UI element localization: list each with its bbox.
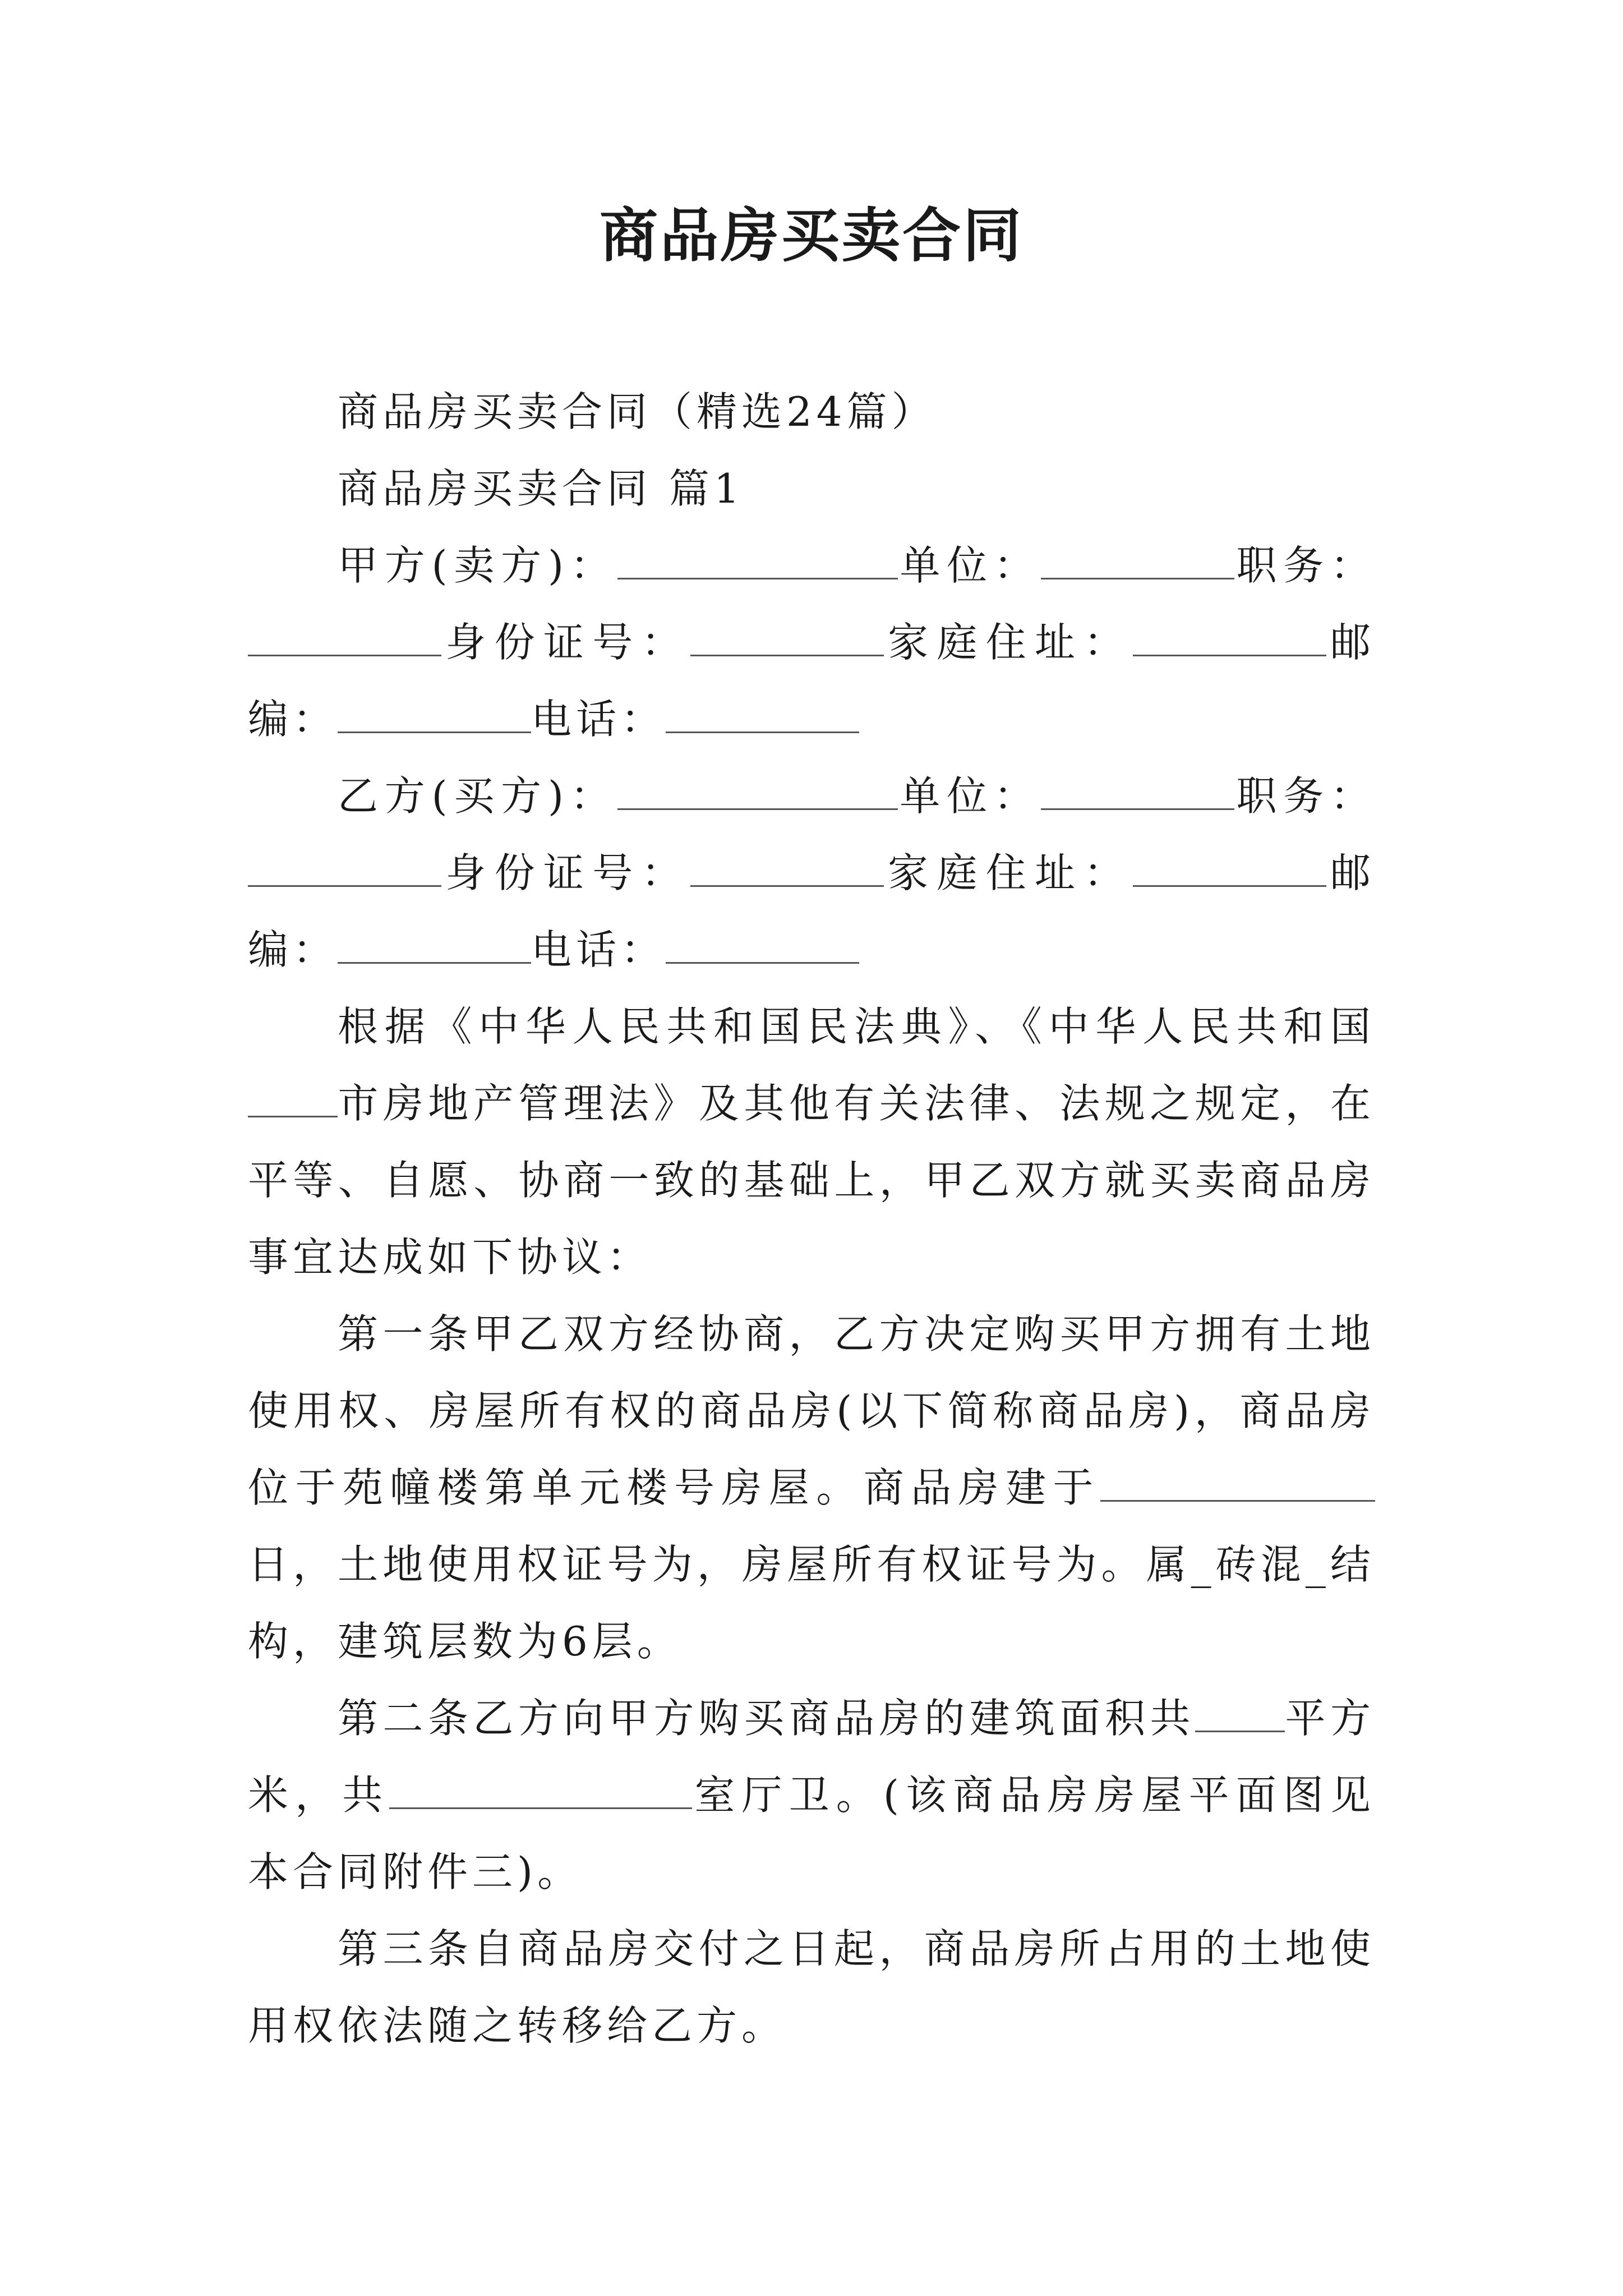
party-a-name-blank (617, 543, 898, 579)
party-b-phone-label: 电话： (531, 926, 666, 973)
article-2-text-3: 室厅卫。(该商品房房屋平面图见本合同附件三)。 (248, 1772, 1375, 1895)
party-b-id-label: 身份证号： (441, 849, 690, 896)
party-a-phone-blank (666, 697, 859, 733)
party-a-address-label: 家庭住址： (883, 619, 1133, 666)
party-b-position-blank (248, 850, 441, 887)
intro-text-2: 市房地产管理法》及其他有关法律、法规之规定，在平等、自愿、协商一致的基础上，甲乙双方就买卖商品房事宜达成如下协议： (248, 1080, 1375, 1281)
party-b-position-label: 职务： (1234, 772, 1375, 820)
party-b-address-label: 家庭住址： (883, 849, 1133, 896)
party-a-position-label: 职务： (1234, 542, 1375, 589)
party-a-id-blank (690, 620, 884, 656)
article-2-text-1: 第二条乙方向甲方购买商品房的建筑面积共 (338, 1695, 1196, 1742)
party-b-unit-label: 单位： (897, 772, 1041, 820)
article-3: 第三条自商品房交付之日起，商品房所占用的土地使用权依法随之转移给乙方。 (248, 1925, 1375, 2049)
party-a-unit-blank (1041, 543, 1234, 579)
party-a-phone-label: 电话： (531, 696, 666, 743)
party-b-block (248, 758, 1375, 988)
intro-text-1: 根据《中华人民共和国民法典》、《中华人民共和国 (338, 1003, 1375, 1050)
party-a-address-blank (1133, 620, 1326, 656)
party-a-unit-label: 单位： (897, 542, 1041, 589)
party-b-phone-blank (666, 927, 859, 964)
rooms-blank (389, 1773, 692, 1809)
article-2-text-2: 平方米，共 (248, 1695, 1375, 1819)
intro-paragraph (248, 988, 1375, 1296)
party-a-id-label: 身份证号： (441, 619, 690, 666)
document-title: 商品房买卖合同 (599, 201, 1023, 270)
area-blank (1195, 1696, 1285, 1732)
party-a-label: 甲方(卖方)： (338, 542, 617, 589)
article-2 (248, 1680, 1375, 1911)
party-b-label: 乙方(买方)： (338, 772, 617, 820)
subtitle: 商品房买卖合同（精选24篇） (338, 388, 937, 435)
city-blank (248, 1081, 338, 1117)
article-1 (248, 1296, 1375, 1680)
party-b-id-blank (690, 850, 884, 887)
party-a-block (248, 527, 1375, 758)
article-1-text-2: 日，土地使用权证号为，房屋所有权证号为。属_砖混_结构，建筑层数为6层。 (248, 1541, 1375, 1665)
document-body (248, 374, 1375, 2064)
party-a-position-blank (248, 620, 441, 656)
party-a-zip-blank (338, 697, 531, 733)
built-date-blank (1100, 1465, 1375, 1502)
section-heading: 商品房买卖合同 篇1 (338, 465, 744, 512)
party-b-name-blank (617, 774, 898, 810)
party-b-address-blank (1133, 850, 1326, 887)
party-b-unit-blank (1041, 774, 1234, 810)
party-b-zip-blank (338, 927, 531, 964)
party-b-zip-label: 邮编： (248, 849, 1375, 973)
article-1-text-1: 第一条甲乙双方经协商，乙方决定购买甲方拥有土地使用权、房屋所有权的商品房(以下简称商品房)，商品房位于苑幢楼第单元楼号房屋。商品房建于 (248, 1310, 1375, 1511)
party-a-zip-label: 邮编： (248, 619, 1375, 743)
